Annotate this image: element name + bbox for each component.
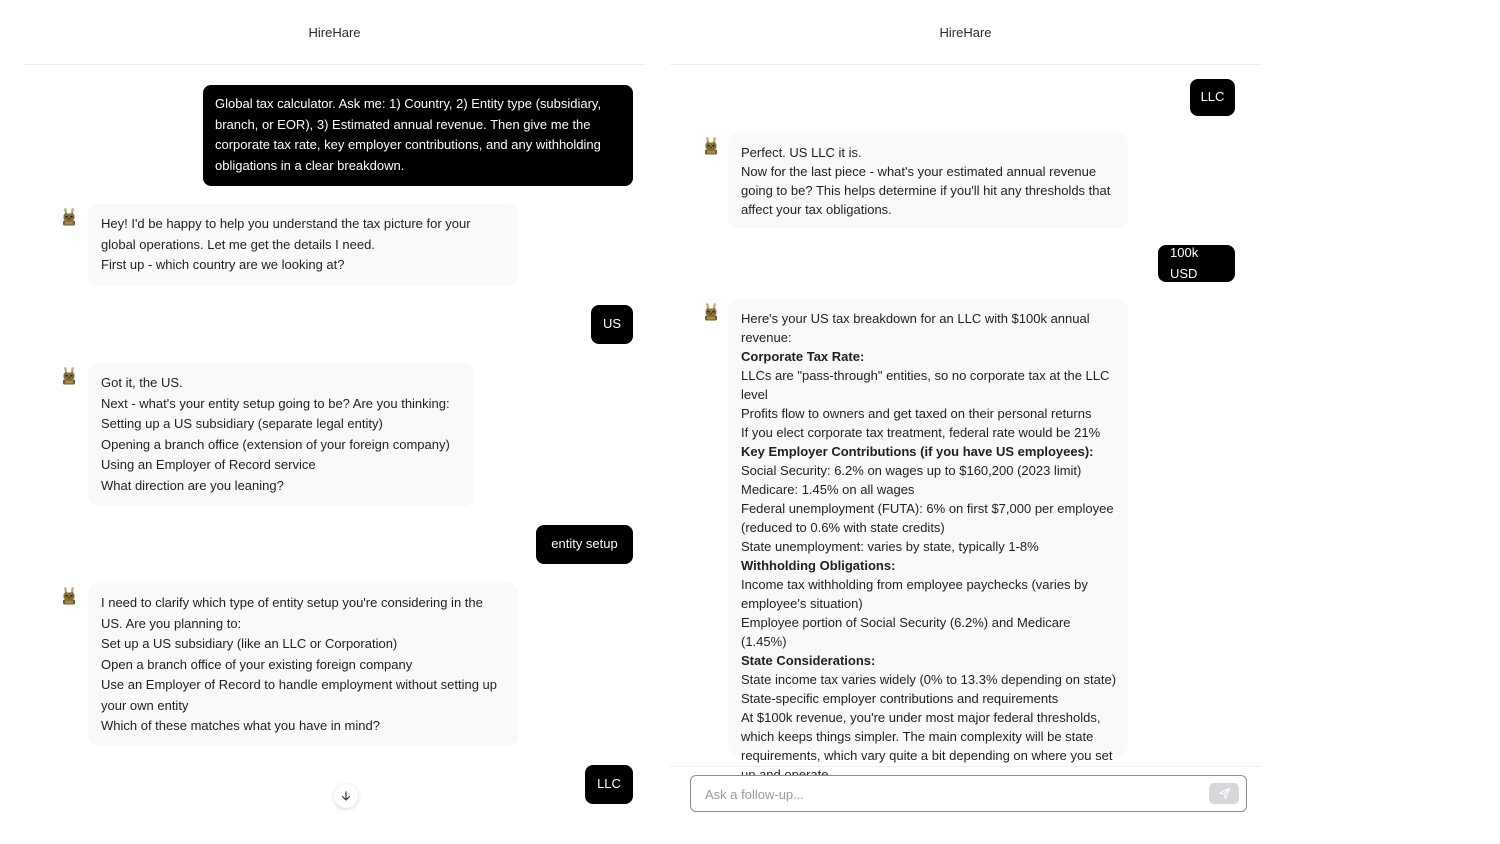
section-heading: Corporate Tax Rate: [741,349,865,364]
message-line: What direction are you leaning? [101,477,284,493]
chat-header [24,0,645,65]
message-line: Hey! I'd be happy to help you understand the tax picture for your global operations. Let me get the details I need. [101,216,471,252]
message-line: If you elect corporate tax treatment, federal rate would be 21% [741,425,1101,440]
section-heading: Key Employer Contributions (if you have US employees): [741,444,1094,459]
user-message-text: LLC [597,776,621,792]
message-line: Here's your US tax breakdown for an LLC with $100k annual revenue: [741,311,1090,345]
message-line: State unemployment: varies by state, typically 1-8% [741,539,1039,554]
message-line: Employee portion of Social Security (6.2%) and Medicare (1.45%) [741,615,1071,649]
message-line: Which of these matches what you have in mind? [101,718,380,733]
message-line: Now for the last piece - what's your estimated annual revenue going to be? This helps determine if you'll hit any thresholds that affect your tax obligations. [741,164,1111,217]
app-title: HireHare [308,24,361,40]
message-line: State-specific employer contributions and requirements [741,691,1059,706]
hare-avatar-icon [62,367,76,385]
message-line: Federal unemployment (FUTA): 6% on first $7,000 per employee (reduced to 0.6% with state credits) [741,501,1114,535]
section-heading: Withholding Obligations: [741,558,896,573]
message-line: Perfect. US LLC it is. [741,145,862,160]
message-line: Social Security: 6.2% on wages up to $160,200 (2023 limit) [741,463,1082,478]
message-line: Open a branch office of your existing foreign company [101,656,413,672]
message-line: Got it, the US. [101,375,183,390]
send-button[interactable] [1209,783,1239,804]
user-message-text: US [602,316,622,332]
user-message-text: entity setup [551,536,618,552]
user-message [591,305,633,344]
user-message [536,525,633,564]
message-line: Profits flow to owners and get taxed on their personal returns [741,406,1092,421]
message-line: Opening a branch office (extension of your foreign company) [101,436,450,452]
message-line: Using an Employer of Record service [101,457,316,472]
message-line: At $100k revenue, you're under most major federal thresholds, which keeps things simpler. The main complexity will be state requirements, which vary quite a bit depending on where you set [741,710,1113,763]
hare-avatar-icon [62,587,76,605]
follow-up-composer [690,775,1247,812]
scroll-to-bottom-button[interactable] [334,784,358,808]
assistant-message [728,299,1128,763]
app-title: HireHare [939,24,992,40]
follow-up-input[interactable] [703,776,1207,813]
assistant-message [88,204,518,286]
message-line: Set up a US subsidiary (like an LLC or Corporation) [101,636,398,651]
chat-header [670,0,1261,65]
section-heading: State Considerations: [741,653,876,668]
hare-avatar-icon [704,137,718,155]
user-message [1158,245,1235,282]
user-message [203,85,633,186]
message-line: Use an Employer of Record to handle employment without setting up your own entity [101,677,497,713]
message-line: First up - which country are we looking at? [101,257,345,272]
send-icon [1218,787,1231,800]
message-line: State income tax varies widely (0% to 13.3% depending on state) [741,672,1117,687]
assistant-message [88,583,518,746]
user-message-text: Global tax calculator. Ask me: 1) Country, 2) Entity type (subsidiary, branch, or EOR), 3) Estimated annual revenue. Then give me the corporate tax rate, key employer contributions, and any withholding obligations in a clear breakdown. [215,96,602,173]
user-message-text: LLC [1200,89,1225,105]
hare-avatar-icon [62,208,76,226]
message-line: LLCs are "pass-through" entities, so no corporate tax at the LLC level [741,368,1110,402]
message-line: I need to clarify which type of entity setup you're considering in the US. Are you planning to: [101,595,483,631]
user-message-text: 100k USD [1170,245,1199,281]
hare-avatar-icon [704,303,718,321]
assistant-message [728,133,1128,228]
message-line: Medicare: 1.45% on all wages [741,482,915,497]
message-line: Income tax withholding from employee paychecks (varies by employee's situation) [741,577,1088,611]
assistant-message [88,363,474,506]
user-message [585,765,633,804]
message-line: Next - what's your entity setup going to be? Are you thinking: [101,395,450,411]
arrow-down-icon [340,790,352,802]
message-line: Setting up a US subsidiary (separate legal entity) [101,416,383,431]
user-message [1190,79,1235,116]
